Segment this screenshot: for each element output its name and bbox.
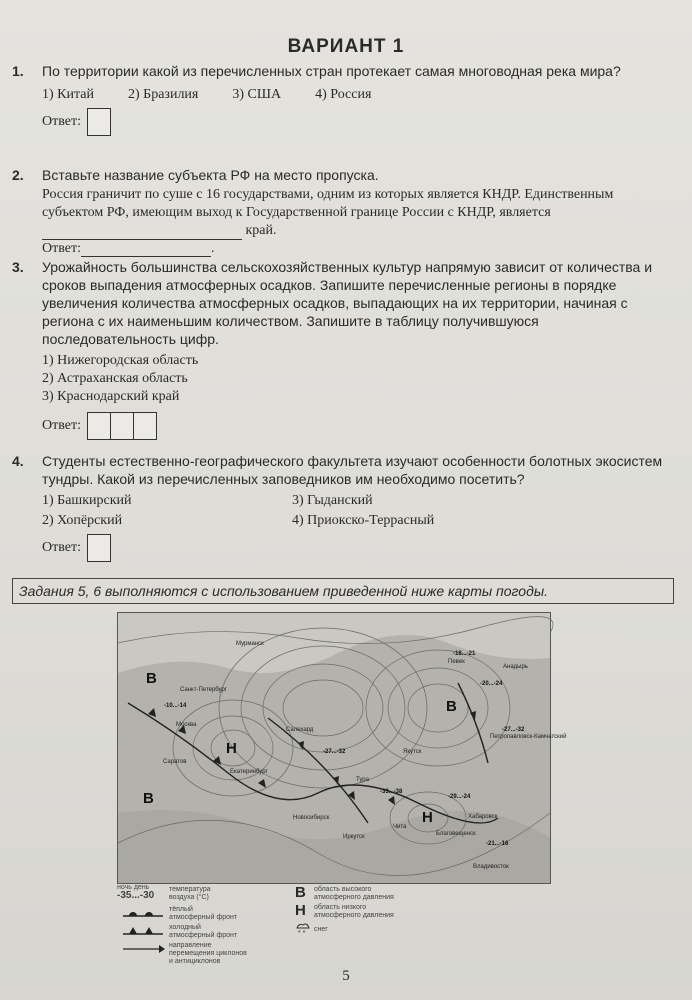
answer-line[interactable]: [81, 242, 211, 257]
answer-label: Ответ:: [42, 540, 81, 555]
temperature-label: -29...-24: [448, 794, 471, 800]
task-number: 4.: [12, 453, 24, 469]
task-number: 1.: [12, 63, 24, 79]
legend-cold-front: холодный атмосферный фронт: [169, 924, 238, 939]
city-label: Тура: [356, 777, 369, 783]
city-label: Благовещенск: [436, 831, 476, 837]
task-question: Вставьте название субъекта РФ на место пропуска.: [42, 167, 379, 183]
option: 3) Краснодарский край: [42, 389, 180, 404]
city-label: Хабаровск: [468, 814, 498, 820]
city-label: Якутск: [403, 749, 422, 755]
legend-cyclone-path: направление перемещения циклонов и антициклонов: [169, 942, 247, 965]
option[interactable]: 1) Башкирский: [42, 493, 132, 508]
option: 2) Астраханская область: [42, 371, 188, 386]
task-3: [12, 258, 672, 440]
temperature-label: -27...-32: [502, 727, 525, 733]
option[interactable]: 3) Гыданский: [292, 493, 373, 508]
page-number: 5: [342, 968, 350, 984]
task-number: 3.: [12, 259, 24, 275]
option: 1) Нижегородская область: [42, 353, 199, 368]
task-4: [12, 452, 672, 562]
task-1: [12, 62, 672, 136]
city-label: Санкт-Петербург: [180, 687, 228, 693]
legend-low-label: область низкого атмосферного давления: [314, 904, 394, 919]
answer-label: Ответ:: [42, 241, 81, 256]
city-label: Владивосток: [473, 864, 509, 870]
city-label: Иркутск: [343, 834, 365, 840]
option[interactable]: 2) Хопёрский: [42, 513, 123, 528]
option[interactable]: 4) Приокско-Террасный: [292, 513, 435, 528]
legend-high-letter: В: [295, 884, 306, 901]
temperature-label: -10...-14: [164, 703, 187, 709]
city-label: Анадырь: [503, 664, 528, 670]
legend-low-letter: Н: [295, 902, 306, 919]
arrow-icon: [121, 944, 165, 954]
task-text-end: край.: [245, 223, 277, 238]
temperature-label: -20...-24: [480, 681, 503, 687]
temperature-label: -33...-38: [380, 789, 403, 795]
weather-map: [117, 612, 567, 884]
low-pressure-southeast: Н: [422, 809, 433, 826]
warm-front-symbol: [121, 906, 165, 918]
high-pressure-northeast: В: [446, 698, 457, 715]
answer-cell[interactable]: [133, 412, 157, 440]
map-legend: [117, 884, 557, 964]
task-question: Урожайность большинства сельскохозяйственных культур напрямую зависит от количества и сроков выпадения атмосферных осадков. Запишите перечисленные регионы в порядке увеличения количества атмосферных осадков, выпадающих на их территории, начиная с региона с их наименьшим количеством. Запишите в таблицу получившуюся последовательность цифр.: [42, 259, 653, 347]
variant-title: ВАРИАНТ 1: [287, 36, 405, 57]
task-question: Студенты естественно-географического факультета изучают особенности болотных экосистем тундры. Какой из перечисленных заповедников им необходимо посетить?: [42, 453, 663, 487]
fill-in-blank[interactable]: [42, 225, 242, 240]
legend-snow-label: снег: [314, 926, 328, 933]
answer-box[interactable]: [87, 534, 111, 562]
task-question: По территории какой из перечисленных стран протекает самая многоводная река мира?: [42, 63, 621, 79]
option[interactable]: 1) Китай: [42, 87, 94, 102]
cold-front-symbol: [121, 924, 165, 936]
tasks-5-6-banner: Задания 5, 6 выполняются с использованием приведенной ниже карты погоды.: [12, 578, 674, 604]
city-label: Салехард: [286, 727, 314, 733]
task-2: 2. Вставьте название субъекта РФ на место пропуска. Россия граничит по суше с 16 государствами, одним из которых является КНДР. Единственным субъектом РФ, имеющим выход к Государственной границе России с КНДР, является край. Ответ: .: [12, 166, 672, 258]
answer-cell[interactable]: [87, 412, 110, 440]
option[interactable]: 2) Бразилия: [128, 87, 199, 102]
legend-high-label: область высокого атмосферного давления: [314, 886, 394, 901]
snow-icon: [295, 922, 311, 936]
temperature-label: -21...-16: [486, 841, 509, 847]
city-label: Саратов: [163, 759, 187, 765]
temperature-label: -27...-32: [323, 749, 346, 755]
city-label: Петропавловск-Камчатский: [490, 734, 567, 740]
city-label: Екатеринбург: [230, 769, 268, 775]
answer-cell[interactable]: [110, 412, 133, 440]
high-pressure-west: В: [146, 670, 157, 687]
svg-text:* *: * *: [298, 930, 306, 937]
city-label: Мурманск: [236, 641, 264, 647]
city-label: Певек: [448, 659, 465, 665]
answer-label: Ответ:: [42, 418, 81, 433]
answer-box[interactable]: [87, 108, 111, 136]
task-number: 2.: [12, 167, 24, 183]
option[interactable]: 4) Россия: [315, 87, 372, 102]
answer-cells: [87, 412, 157, 440]
high-pressure-southwest: В: [143, 790, 154, 807]
task-text: Россия граничит по суше с 16 государствами, одним из которых является КНДР. Единственным субъектом РФ, имеющим выход к Государственной границе России с КНДР, является: [42, 187, 614, 220]
low-pressure-center: Н: [226, 740, 237, 757]
temperature-label: -18...-21: [453, 651, 476, 657]
legend-warm-front: тёплый атмосферный фронт: [169, 906, 238, 921]
answer-label: Ответ:: [42, 114, 81, 129]
legend-temp-label: температура воздуха (°C): [169, 886, 211, 901]
city-label: Новосибирск: [293, 815, 330, 821]
city-label: Чита: [393, 824, 407, 830]
legend-temp: ночь день -35...-30: [117, 884, 155, 901]
city-label: Москва: [176, 722, 197, 728]
option[interactable]: 3) США: [232, 87, 282, 102]
